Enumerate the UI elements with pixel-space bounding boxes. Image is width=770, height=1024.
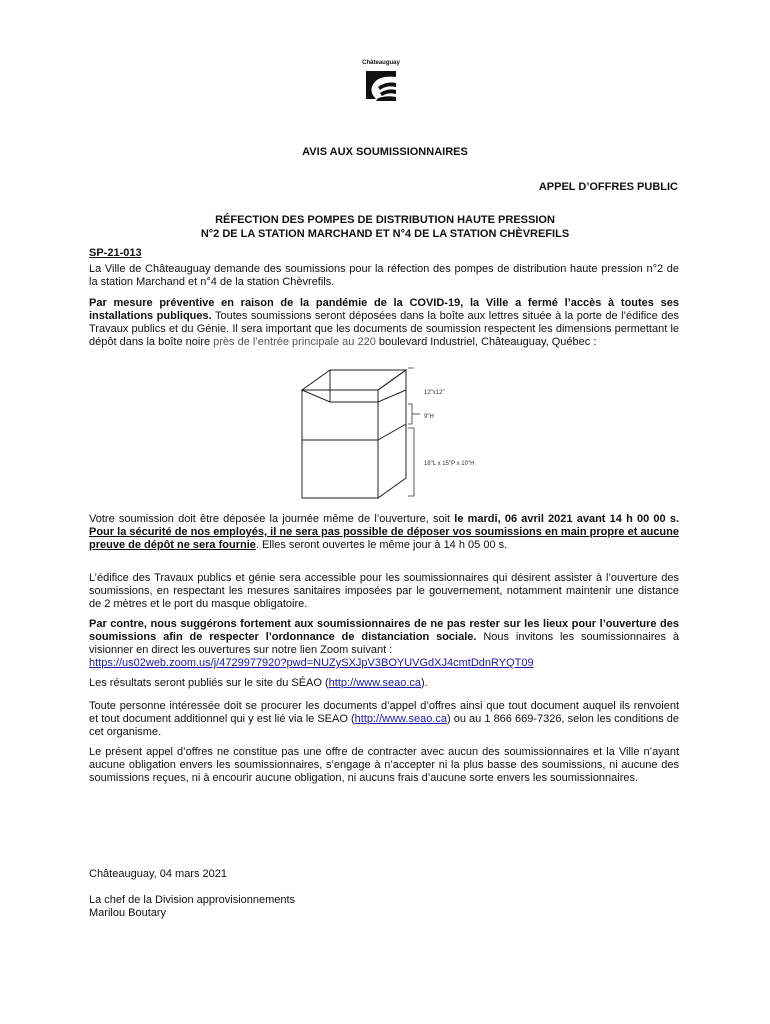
deadline-date: le mardi, 06 avril 2021 avant 14 h 00 00 s.	[454, 513, 679, 525]
paragraph-intro: La Ville de Châteauguay demande des soumissions pour la réfection des pompes de distribution haute pression n°2 de la station Marchand et n°4 de la station Chèvrefils.	[89, 263, 679, 288]
paragraph-covid	[89, 297, 679, 349]
logo-mark-icon	[364, 69, 398, 103]
paragraph-deadline	[89, 513, 679, 552]
dimension-label-2: 9"H	[424, 414, 434, 420]
paragraph-results: Les résultats seront publiés sur le site du SÉAO (http://www.seao.ca).	[89, 677, 428, 689]
covid-text-2: boulevard Industriel, Châteauguay, Québec :	[375, 336, 597, 348]
deadline-text-2: . Elles seront ouvertes le même jour à 14 h 05 00 s.	[255, 539, 508, 551]
reference-number: SP-21-013	[89, 247, 142, 259]
zoom-bold-text: Par contre, nous suggérons fortement aux soumissionnaires de ne pas rester sur les lieux pour l’ouverture des soumissions afin de respecter l’ordonnance de distanciation sociale.	[89, 618, 679, 643]
covid-address-text: près de l’entrée principale au 220	[213, 336, 376, 348]
covid-text: Toutes soumissions seront déposées dans la boîte aux lettres située à la porte de l’édifice des Travaux publics et du Génie. Il sera important que les documents de soumission respectent les dimensions permettant le dépôt dans la boîte noire	[89, 310, 679, 348]
signature-name: Marilou Boutary	[89, 907, 167, 919]
paragraph-access: L’édifice des Travaux publics et génie sera accessible pour les soumissionnaires qui désirent assister à l’ouverture des soumissions, en respectant les mesures sanitaires imposées par le gouvernement, notamment maintenir une distance de 2 mètres et le port du masque obligatoire.	[89, 572, 679, 610]
seao-link[interactable]: http://www.seao.ca	[328, 677, 421, 689]
mailbox-diagram	[290, 362, 520, 502]
paragraph-zoom	[89, 618, 679, 670]
zoom-link[interactable]: https://us02web.zoom.us/j/4729977920?pwd=NUZySXJpV3BOYUVGdXJ4cmtDdnRYQT09	[89, 657, 534, 669]
title-line-1: RÉFECTION DES POMPES DE DISTRIBUTION HAUTE PRESSION	[215, 214, 555, 226]
signature-role: La chef de la Division approvisionnements	[89, 894, 296, 906]
paragraph-documents: Toute personne intéressée doit se procurer les documents d’appel d’offres ainsi que tout document auquel ils renvoient et tout document additionnel qui y est lié via le SEAO (http://www.seao.ca) ou au 1 866 669-7326, selon les conditions de cet organisme.	[89, 700, 679, 738]
title-line-2: N°2 DE LA STATION MARCHAND ET N°4 DE LA STATION CHÈVREFILS	[200, 228, 570, 240]
seao-link-2[interactable]: http://www.seao.ca	[354, 713, 447, 725]
deadline-text: Votre soumission doit être déposée la journée même de l’ouverture, soit	[89, 513, 455, 525]
zoom-text: Nous invitons les soumissionnaires à visionner en direct les ouvertures sur notre lien Zoom suivant :	[89, 631, 679, 656]
city-logo	[356, 60, 406, 103]
notice-heading: AVIS AUX SOUMISSIONNAIRES	[302, 146, 468, 158]
date-line: Châteauguay, 04 mars 2021	[89, 868, 227, 880]
notice-subheading: APPEL D’OFFRES PUBLIC	[538, 181, 678, 193]
logo-text: Châteauguay	[362, 60, 400, 66]
covid-bold-text: Par mesure préventive en raison de la pandémie de la COVID-19, la Ville a fermé l’accès à toutes ses installations publiques.	[89, 297, 679, 322]
dimension-label-1: 12"x12"	[424, 390, 445, 396]
dimension-label-3: 18"L x 15"P x 10"H	[424, 461, 475, 467]
paragraph-disclaimer: Le présent appel d’offres ne constitue pas une offre de contracter avec aucun des soumissionnaires et la Ville n’ayant aucune obligation envers les soumissionnaires, s’engage à n’accepter ni la plus basse des soumissions, ni aucune des soumissions reçues, ni à encourir aucune obligation, ni aucuns frais d’aucune sorte envers les soumissionnaires.	[89, 746, 679, 784]
deadline-warning: Pour la sécurité de nos employés, il ne sera pas possible de déposer vos soumissions en main propre et aucune preuve de dépôt ne sera fournie	[89, 526, 679, 551]
